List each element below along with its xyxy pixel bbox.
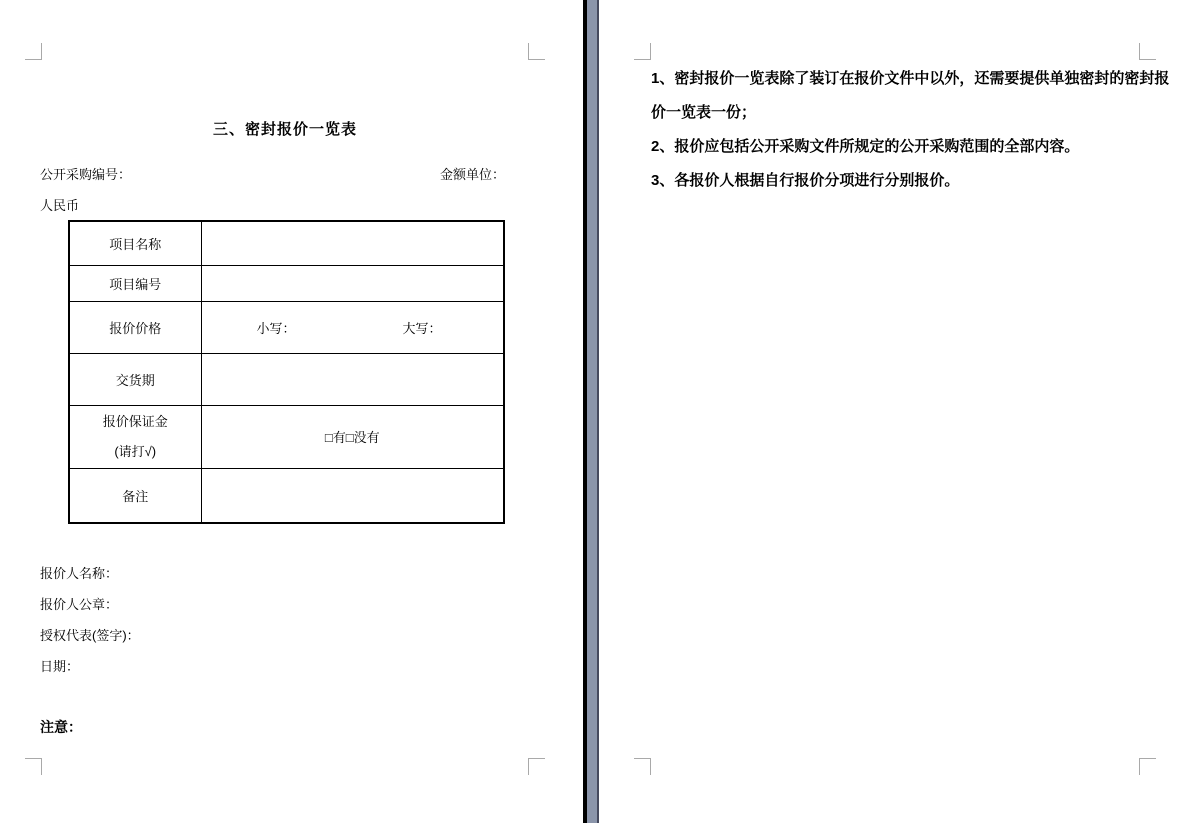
row-label-remarks: 备注 xyxy=(69,468,201,523)
bid-deposit-checkbox-cell[interactable]: □有□没有 xyxy=(201,405,504,468)
currency-label: 人民币 xyxy=(40,198,80,213)
margin-corner-icon xyxy=(1139,758,1156,775)
page-divider xyxy=(583,0,599,823)
margin-corner-icon xyxy=(25,43,42,60)
price-lowercase-label: 小写： xyxy=(256,320,296,336)
margin-corner-icon xyxy=(528,43,545,60)
date-label: 日期： xyxy=(40,659,80,674)
row-label-project-name: 项目名称 xyxy=(69,221,201,265)
project-number-cell[interactable] xyxy=(201,265,504,301)
table-row xyxy=(69,468,504,523)
quotation-table xyxy=(68,220,505,524)
table-row xyxy=(69,301,504,353)
left-page xyxy=(0,0,583,823)
procurement-number-label: 公开采购编号： xyxy=(40,167,132,182)
note-line-3: 3、各报价人根据自行报价分项进行分别报价。 xyxy=(651,172,960,189)
table-row xyxy=(69,221,504,265)
table-row xyxy=(69,353,504,405)
row-label-quote-price: 报价价格 xyxy=(69,301,201,353)
authorized-representative-label: 授权代表(签字)： xyxy=(40,628,140,643)
note-line-1: 1、密封报价一览表除了装订在报价文件中以外，还需要提供单独密封的密封报 xyxy=(651,70,1170,87)
remarks-cell[interactable] xyxy=(201,468,504,523)
note-line-1-wrap: 价一览表一份； xyxy=(651,104,757,121)
margin-corner-icon xyxy=(634,43,651,60)
divider-slate-stripe xyxy=(587,0,597,823)
info-line xyxy=(40,164,505,183)
bid-deposit-label-line2: (请打√) xyxy=(114,443,157,459)
quote-price-cell[interactable] xyxy=(201,301,504,353)
table-row xyxy=(69,405,504,468)
note-line-2: 2、报价应包括公开采购文件所规定的公开采购范围的全部内容。 xyxy=(651,138,1080,155)
bidder-name-label: 报价人名称： xyxy=(40,566,119,581)
amount-unit-label: 金额单位： xyxy=(439,167,505,182)
margin-corner-icon xyxy=(25,758,42,775)
row-label-project-number: 项目编号 xyxy=(69,265,201,301)
row-label-bid-deposit xyxy=(69,405,201,468)
margin-corner-icon xyxy=(634,758,651,775)
page-title: 三、密封报价一览表 xyxy=(212,121,357,138)
notice-label: 注意： xyxy=(40,719,82,735)
margin-corner-icon xyxy=(528,758,545,775)
margin-corner-icon xyxy=(1139,43,1156,60)
bid-deposit-label-line1: 报价保证金 xyxy=(102,413,168,429)
price-uppercase-label: 大写： xyxy=(402,320,442,336)
delivery-period-cell[interactable] xyxy=(201,353,504,405)
table-row xyxy=(69,265,504,301)
right-page xyxy=(599,0,1185,823)
notes-block xyxy=(651,62,1170,198)
project-name-cell[interactable] xyxy=(201,221,504,265)
bidder-seal-label: 报价人公章： xyxy=(40,597,119,612)
row-label-delivery-period: 交货期 xyxy=(69,353,201,405)
